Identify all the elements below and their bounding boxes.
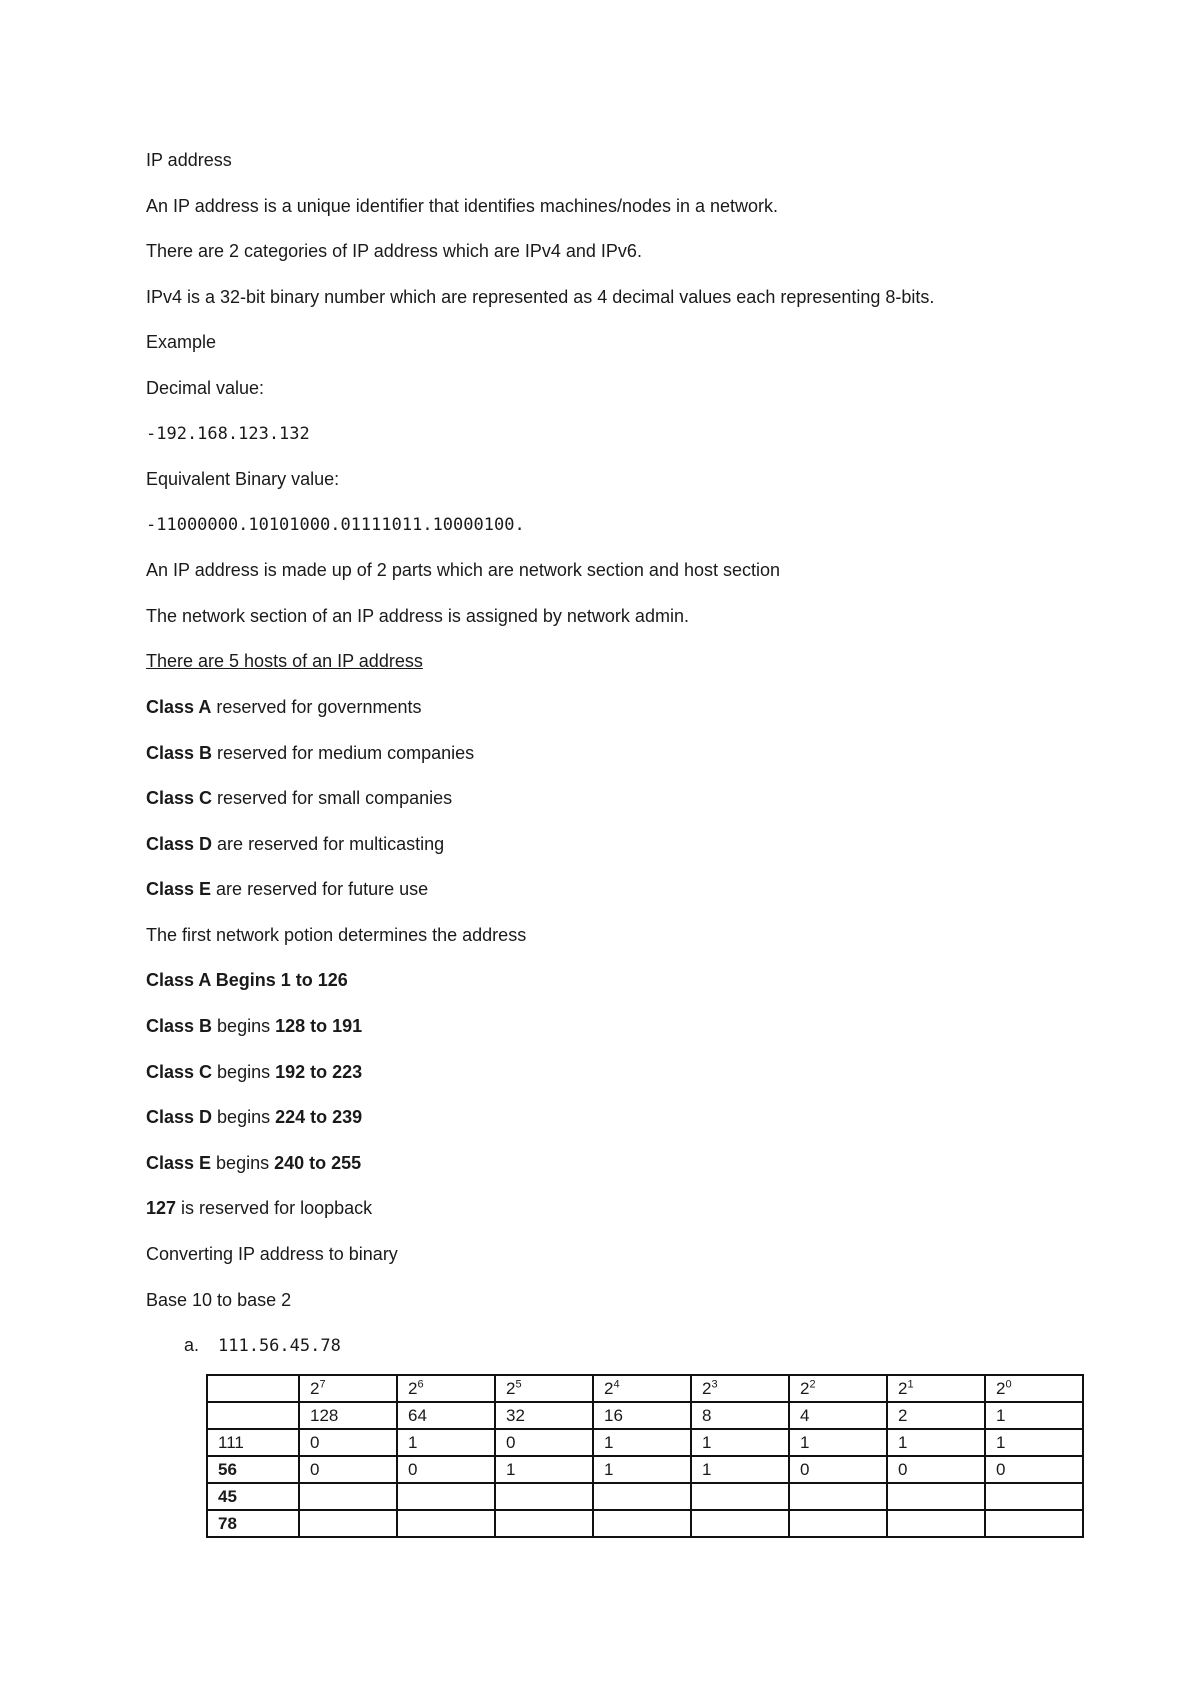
class-label: Class D [146,1107,213,1127]
table-cell-weight: 8 [691,1402,789,1429]
decimal-value: -192.168.123.132 [146,424,310,444]
class-label: Class A [146,697,212,717]
list-item-text: 111.56.45.78 [218,1336,341,1356]
list-item [184,1334,341,1357]
table-cell-power: $2^3$ [691,1375,789,1402]
table-cell-bit: 1 [691,1456,789,1483]
class-description: are reserved for future use [211,879,429,899]
table-cell-bit: 1 [495,1456,593,1483]
table-cell-bit [985,1510,1083,1537]
table-cell-weight: 128 [299,1402,397,1429]
table-cell-bit [887,1510,985,1537]
table-cell-bit [985,1483,1083,1510]
table-cell-weight: 16 [593,1402,691,1429]
paragraph-hosts-heading: There are 5 hosts of an IP address [146,651,423,671]
binary-conversion-table [206,1374,1084,1538]
table-row-label: 111 [207,1429,299,1456]
class-reserved-line [146,878,428,900]
table-cell-bit: 1 [691,1429,789,1456]
table-cell-bit [593,1483,691,1510]
paragraph-binary-label: Equivalent Binary value: [146,469,340,489]
paragraph-ipv4: IPv4 is a 32-bit binary number which are represented as 4 decimal values each representing 8-bits. [146,287,935,307]
table-cell-bit [299,1483,397,1510]
loopback-line [146,1197,372,1219]
table-row-label: 78 [207,1510,299,1537]
table-cell-power: $2^0$ [985,1375,1083,1402]
table-cell-bit: 1 [397,1429,495,1456]
class-label: Class E [146,1153,212,1173]
table-cell-bit [887,1483,985,1510]
class-range-verb: begins [212,1107,276,1127]
table-cell-weight: 1 [985,1402,1083,1429]
class-range-line [146,1061,362,1083]
table-cell-bit [495,1483,593,1510]
table-cell-weight: 4 [789,1402,887,1429]
class-range-line [146,1015,362,1037]
class-range-verb: begins [212,1062,276,1082]
class-range-line [146,1106,362,1128]
table-row [207,1483,1083,1510]
class-reserved-line [146,742,474,764]
table-cell-power: $2^6$ [397,1375,495,1402]
class-range-line [146,1152,361,1174]
paragraph-parts: An IP address is made up of 2 parts which are network section and host section [146,560,781,580]
table-row-label: 56 [207,1456,299,1483]
table-row-weights [207,1402,1083,1429]
list-marker: a. [184,1335,200,1355]
table-cell-bit: 1 [593,1456,691,1483]
table-cell-bit: 0 [985,1456,1083,1483]
class-range-verb: begins [212,1016,276,1036]
table-cell-bit [691,1483,789,1510]
table-cell-power: $2^2$ [789,1375,887,1402]
paragraph-network-section: The network section of an IP address is assigned by network admin. [146,606,689,626]
paragraph-decimal-label: Decimal value: [146,378,265,398]
table-cell-bit [593,1510,691,1537]
table-cell-bit: 1 [593,1429,691,1456]
table-cell-weight: 2 [887,1402,985,1429]
table-cell-bit: 1 [985,1429,1083,1456]
binary-value: -11000000.10101000.01111011.10000100. [146,515,525,535]
class-range: 192 to 223 [275,1062,363,1082]
table-cell-weight: 64 [397,1402,495,1429]
class-label: Class A [146,970,211,990]
paragraph-converting: Converting IP address to binary [146,1244,398,1264]
table-cell-bit: 0 [495,1429,593,1456]
table-cell-empty [207,1375,299,1402]
table-cell-bit: 0 [299,1456,397,1483]
class-label: Class D [146,834,213,854]
paragraph-base: Base 10 to base 2 [146,1290,292,1310]
table-row [207,1429,1083,1456]
table-cell-empty [207,1402,299,1429]
table-cell-bit [789,1483,887,1510]
class-label: Class E [146,879,212,899]
class-range-verb: begins [211,1153,275,1173]
class-range-line [146,969,348,991]
table-cell-bit [397,1483,495,1510]
class-label: Class B [146,743,213,763]
paragraph-example: Example [146,332,217,352]
table-cell-power: $2^7$ [299,1375,397,1402]
class-reserved-line [146,833,444,855]
table-cell-bit [691,1510,789,1537]
loopback-number: 127 [146,1198,177,1218]
loopback-description: is reserved for loopback [176,1198,373,1218]
class-range-verb: Begins [210,970,281,990]
table-cell-bit: 1 [887,1429,985,1456]
table-cell-power: $2^5$ [495,1375,593,1402]
paragraph-first-portion: The first network potion determines the address [146,925,527,945]
class-description: reserved for small companies [212,788,453,808]
table-row [207,1456,1083,1483]
table-cell-bit: 0 [887,1456,985,1483]
class-range: 224 to 239 [275,1107,363,1127]
table-row-label: 45 [207,1483,299,1510]
table-cell-bit [397,1510,495,1537]
table-cell-bit [495,1510,593,1537]
class-label: Class B [146,1016,213,1036]
table-cell-bit: 0 [299,1429,397,1456]
table-cell-bit: 1 [789,1429,887,1456]
class-description: reserved for medium companies [212,743,475,763]
table-cell-bit: 0 [789,1456,887,1483]
doc-heading: IP address [146,150,232,170]
table-cell-power: $2^1$ [887,1375,985,1402]
table-row-powers [207,1375,1083,1402]
class-description: reserved for governments [211,697,422,717]
class-reserved-line [146,787,452,809]
paragraph-definition: An IP address is a unique identifier that identifies machines/nodes in a network. [146,196,779,216]
class-label: Class C [146,788,213,808]
class-label: Class C [146,1062,213,1082]
table-cell-bit [789,1510,887,1537]
class-description: are reserved for multicasting [212,834,445,854]
paragraph-categories: There are 2 categories of IP address which are IPv4 and IPv6. [146,241,642,261]
class-range: 128 to 191 [275,1016,363,1036]
class-reserved-line [146,696,421,718]
table-cell-bit: 0 [397,1456,495,1483]
table-row [207,1510,1083,1537]
class-range: 1 to 126 [280,970,348,990]
table-cell-power: $2^4$ [593,1375,691,1402]
table-cell-weight: 32 [495,1402,593,1429]
class-range: 240 to 255 [274,1153,362,1173]
table-cell-bit [299,1510,397,1537]
